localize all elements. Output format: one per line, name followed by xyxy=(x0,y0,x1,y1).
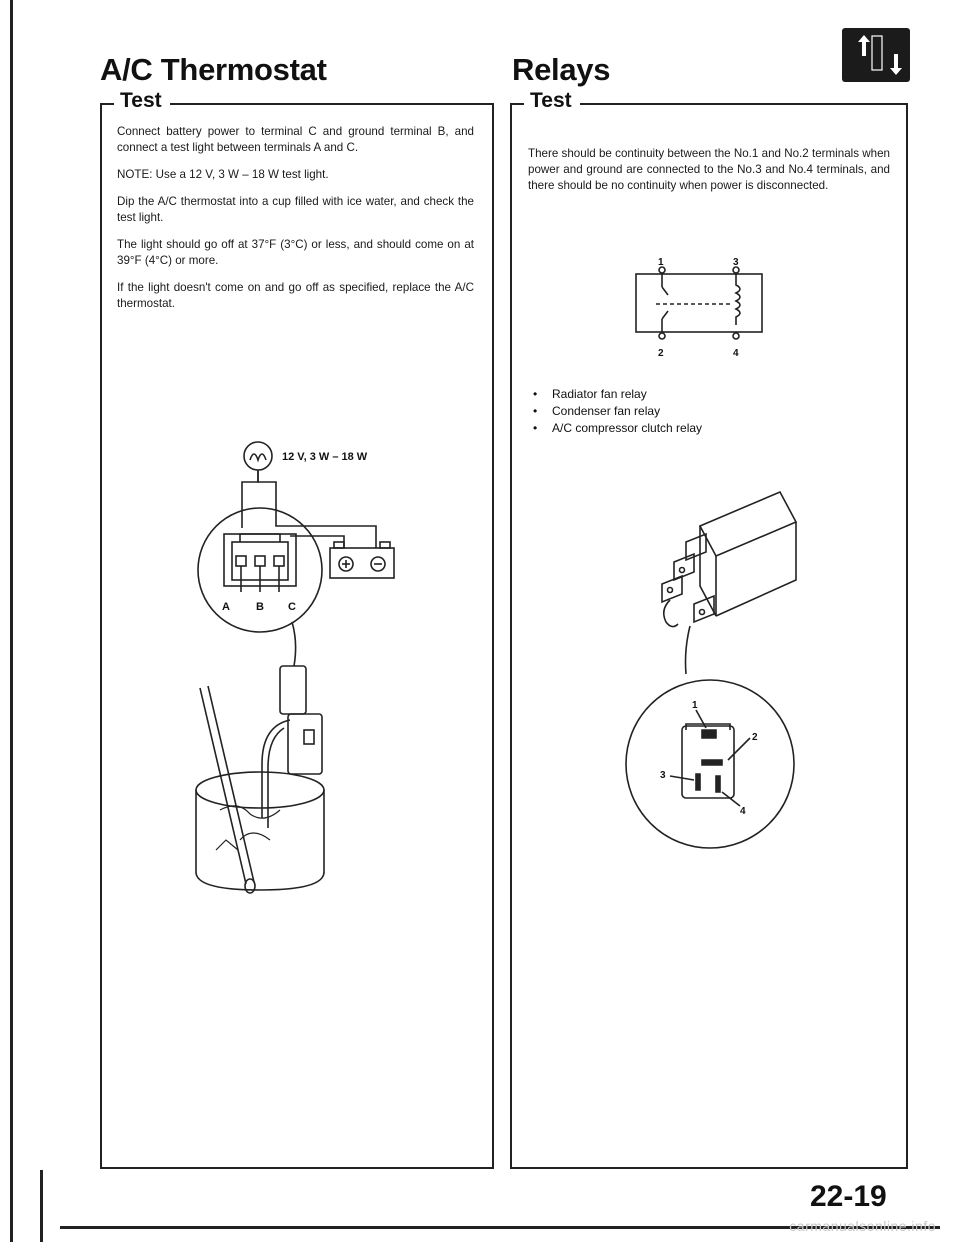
watermark: carmanualsonline.info xyxy=(789,1218,936,1234)
lamp-rating-label: 12 V, 3 W – 18 W xyxy=(282,451,368,463)
lamp-icon xyxy=(244,442,272,470)
terminal-label-a: A xyxy=(222,601,230,613)
relay-type-list xyxy=(530,386,702,437)
section-subhead-test-left: Test xyxy=(114,89,170,113)
thermostat-test-diagram xyxy=(180,430,420,900)
list-item: • A/C compressor clutch relay xyxy=(530,420,702,437)
relay-icon xyxy=(626,492,796,848)
section-icon xyxy=(842,28,910,82)
schematic-terminal-1: 1 xyxy=(658,257,664,268)
relay-schematic xyxy=(616,256,776,366)
detail-terminal-4: 4 xyxy=(740,806,746,817)
thermometer-icon xyxy=(200,686,255,893)
terminal-label-c: C xyxy=(288,601,296,613)
list-item: • Condenser fan relay xyxy=(530,403,702,420)
relay-illustration xyxy=(590,486,840,866)
instruction-paragraph: If the light doesn't come on and go off as specified, replace the A/C thermostat. xyxy=(117,281,474,310)
schematic-terminal-2: 2 xyxy=(658,348,664,359)
page-title-relays: Relays xyxy=(512,52,611,87)
binding-mark xyxy=(40,1170,43,1242)
schematic-terminal-4: 4 xyxy=(733,348,739,359)
detail-terminal-1: 1 xyxy=(692,700,698,711)
relay-instructions xyxy=(528,146,890,205)
thermostat-instructions xyxy=(117,124,474,323)
page-number: 22-19 xyxy=(810,1180,887,1213)
page-title-thermostat: A/C Thermostat xyxy=(100,52,327,87)
schematic-terminal-3: 3 xyxy=(733,257,739,268)
detail-terminal-3: 3 xyxy=(660,770,666,781)
beaker-icon xyxy=(196,772,324,890)
list-item: • Radiator fan relay xyxy=(530,386,702,403)
terminal-label-b: B xyxy=(256,601,264,613)
note-paragraph: NOTE: Use a 12 V, 3 W – 18 W test light. xyxy=(117,168,329,181)
battery-icon xyxy=(330,542,394,578)
binding-edge xyxy=(0,0,13,1242)
instruction-paragraph: Connect battery power to terminal C and ground terminal B, and connect a test light between terminals A and C. xyxy=(117,125,474,154)
section-subhead-test-right: Test xyxy=(524,89,580,113)
instruction-paragraph: The light should go off at 37°F (3°C) or less, and should come on at 39°F (4°C) or more. xyxy=(117,238,474,267)
relay-test-paragraph: There should be continuity between the No.1 and No.2 terminals when power and ground are connected to the No.3 and No.4 terminals, and there should be no continuity when power is disconnected. xyxy=(528,147,890,192)
detail-terminal-2: 2 xyxy=(752,732,758,743)
instruction-paragraph: Dip the A/C thermostat into a cup filled with ice water, and check the test light. xyxy=(117,195,474,224)
